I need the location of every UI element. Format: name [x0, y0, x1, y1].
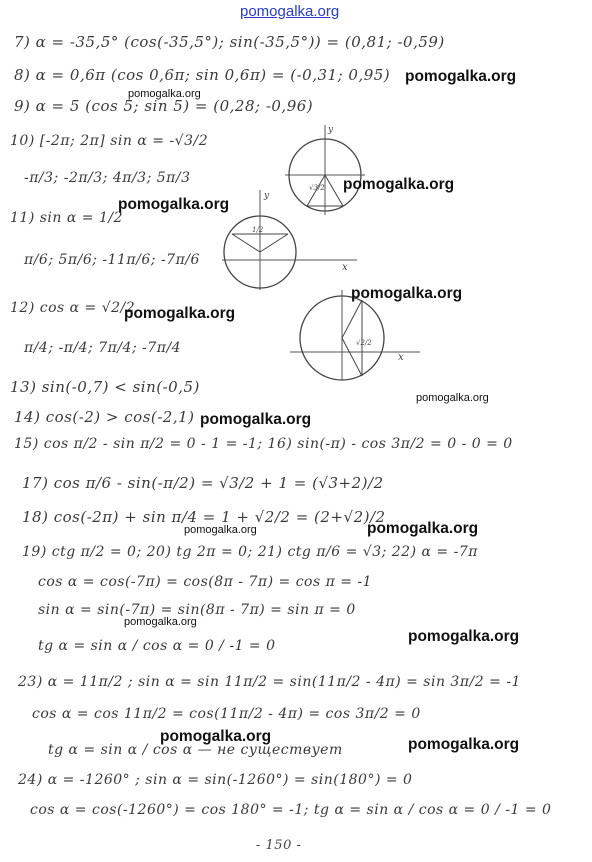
solution-line-15-16: 15) cos π/2 - sin π/2 = 0 - 1 = -1; 16) sin(-π) - cos 3π/2 = 0 - 0 = 0 [14, 436, 513, 452]
solution-line-22-sin: sin α = sin(-7π) = sin(8π - 7π) = sin π = 0 [38, 602, 356, 618]
fig11-y-label: y [264, 191, 270, 201]
solution-line-24-sin: 24) α = -1260° ; sin α = sin(-1260°) = sin(180°) = 0 [18, 772, 413, 788]
watermark: pomogalka.org [408, 628, 520, 645]
fig12-x-label: x [398, 352, 404, 363]
solution-line-11-answer: π/6; 5π/6; -11π/6; -7π/6 [24, 252, 200, 268]
unit-circle-figure-12 [290, 290, 420, 380]
fig10-y-label: y [328, 125, 334, 135]
solution-line-14: 14) cos(-2) > cos(-2,1) [14, 408, 195, 426]
solution-line-23-cos: cos α = cos 11π/2 = cos(11π/2 - 4π) = cos 3π/2 = 0 [32, 706, 421, 722]
fig10-mark: √3/2 [309, 184, 325, 192]
solution-line-12-condition: 12) cos α = √2/2 [10, 300, 136, 316]
solution-line-10-condition: 10) [-2π; 2π] sin α = -√3/2 [10, 133, 209, 149]
watermark: pomogalka.org [367, 520, 479, 537]
watermark: pomogalka.org [405, 68, 517, 85]
solution-line-9: 9) α = 5 (cos 5; sin 5) = (0,28; -0,96) [14, 97, 314, 115]
watermark: pomogalka.org [416, 392, 489, 404]
watermark: pomogalka.org [184, 524, 257, 536]
watermark: pomogalka.org [351, 285, 463, 302]
page-number: - 150 - [256, 838, 302, 853]
watermark: pomogalka.org [408, 736, 520, 753]
site-link[interactable]: pomogalka.org [240, 3, 340, 20]
watermark: pomogalka.org [200, 411, 312, 428]
fig11-x-label: x [342, 262, 348, 273]
solution-line-7: 7) α = -35,5° (cos(-35,5°); sin(-35,5°)) = (0,81; -0,59) [14, 33, 445, 51]
solution-line-23-sin: 23) α = 11π/2 ; sin α = sin 11π/2 = sin(11π/2 - 4π) = sin 3π/2 = -1 [18, 674, 521, 690]
solution-line-13: 13) sin(-0,7) < sin(-0,5) [10, 378, 200, 396]
solution-line-17: 17) cos π/6 - sin(-π/2) = √3/2 + 1 = (√3+2)/2 [22, 474, 384, 492]
watermark: pomogalka.org [124, 616, 197, 628]
solution-line-8: 8) α = 0,6π (cos 0,6π; sin 0,6π) = (-0,31; 0,95) [14, 66, 391, 84]
solution-line-22-tg: tg α = sin α / cos α = 0 / -1 = 0 [38, 638, 276, 654]
solution-line-19-22: 19) ctg π/2 = 0; 20) tg 2π = 0; 21) ctg π/6 = √3; 22) α = -7π [22, 544, 478, 560]
fig11-mark: 1/2 [252, 226, 264, 234]
watermark: pomogalka.org [128, 88, 201, 100]
watermark: pomogalka.org [160, 728, 272, 745]
watermark: pomogalka.org [343, 176, 455, 193]
solution-line-10-answer: -π/3; -2π/3; 4π/3; 5π/3 [24, 170, 191, 186]
solution-line-22-cos: cos α = cos(-7π) = cos(8π - 7π) = cos π = -1 [38, 574, 373, 590]
watermark: pomogalka.org [118, 196, 230, 213]
solution-line-24-cos-tg: cos α = cos(-1260°) = cos 180° = -1; tg α = sin α / cos α = 0 / -1 = 0 [30, 802, 552, 818]
solution-line-11-condition: 11) sin α = 1/2 [10, 210, 123, 226]
solution-line-23-tg: tg α = sin α / cos α — не существует [48, 742, 343, 758]
unit-circle-figure-11 [222, 190, 357, 290]
watermark: pomogalka.org [124, 305, 236, 322]
fig12-mark: √2/2 [356, 339, 372, 347]
solution-line-18: 18) cos(-2π) + sin π/4 = 1 + √2/2 = (2+√2)/2 [22, 508, 386, 526]
solution-line-12-answer: π/4; -π/4; 7π/4; -7π/4 [24, 340, 182, 356]
